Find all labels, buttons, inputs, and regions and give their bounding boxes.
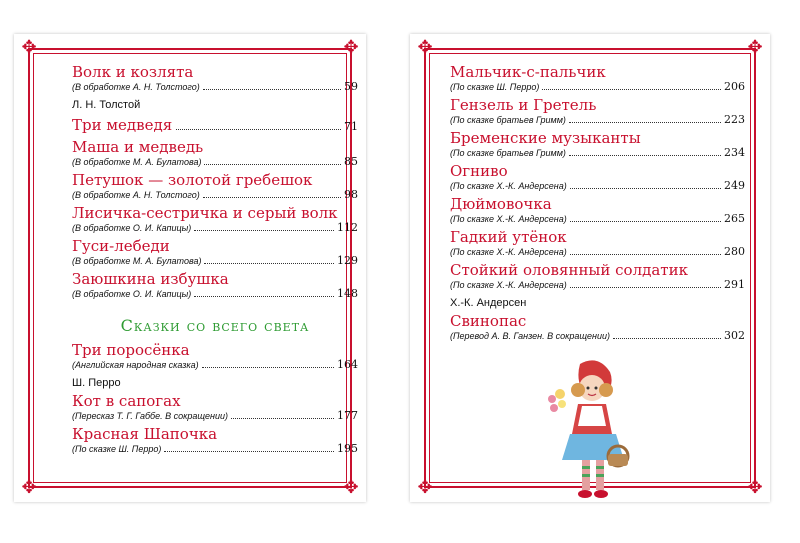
story-subtitle-row [450, 147, 745, 159]
story-title-row [72, 113, 358, 134]
page-number: 164 [337, 358, 358, 371]
story-subtitle-row [72, 255, 358, 267]
section-heading: Сказки со всего света [120, 316, 310, 335]
toc-entry [450, 261, 745, 291]
story-title: Мальчик-с-пальчик [450, 63, 606, 81]
page-number: 291 [724, 278, 745, 291]
story-title: Лисичка-сестричка и серый волк [72, 204, 338, 222]
author-name: Х.-К. Андерсен [450, 297, 527, 309]
story-title: Дюймовочка [450, 195, 552, 213]
story-subtitle-row [450, 279, 745, 291]
story-title: Свинопас [450, 312, 527, 330]
story-title: Бременские музыканты [450, 129, 641, 147]
story-subtitle-row [450, 81, 745, 93]
page-number: 234 [724, 146, 745, 159]
toc-entry [450, 162, 745, 192]
leader-dots [204, 164, 341, 165]
story-subtitle: (В обработке А. Н. Толстого) [72, 190, 200, 200]
page-number: 223 [724, 113, 745, 126]
page-number: 98 [344, 188, 358, 201]
page-number: 59 [344, 80, 358, 93]
story-title: Петушок — золотой гребешок [72, 171, 313, 189]
story-subtitle: (В обработке О. И. Капицы) [72, 289, 192, 299]
table-of-contents-left [72, 60, 358, 458]
toc-entry [72, 270, 358, 300]
story-subtitle: (По сказке Х.-К. Андерсена) [450, 247, 567, 257]
story-subtitle-row [72, 359, 358, 371]
story-title: Кот в сапогах [72, 392, 181, 410]
story-subtitle: (По сказке братьев Гримм) [450, 148, 566, 158]
author-name: Л. Н. Толстой [72, 99, 141, 111]
table-of-contents-right [450, 60, 745, 345]
story-subtitle-row [72, 443, 358, 455]
story-subtitle: (По сказке Х.-К. Андерсена) [450, 280, 567, 290]
story-title: Гуси-лебеди [72, 237, 170, 255]
toc-entry [450, 195, 745, 225]
toc-entry [450, 228, 745, 258]
toc-entry [72, 171, 358, 201]
toc-entry [72, 425, 358, 455]
leader-dots [570, 287, 721, 288]
ornament-icon: ✥ [747, 477, 763, 498]
toc-entry [72, 341, 358, 371]
story-subtitle: (В обработке М. А. Булатова) [72, 157, 202, 167]
story-subtitle-row [72, 222, 358, 234]
leader-dots [203, 89, 341, 90]
leader-dots [194, 296, 334, 297]
story-subtitle: (В обработке О. И. Капицы) [72, 223, 192, 233]
story-title: Маша и медведь [72, 138, 204, 156]
left-page [14, 34, 366, 502]
page-number: 302 [724, 329, 745, 342]
story-subtitle: (Пересказ Т. Г. Габбе. В сокращении) [72, 411, 228, 421]
story-title: Стойкий оловянный солдатик [450, 261, 688, 279]
story-subtitle: (Английская народная сказка) [72, 360, 199, 370]
leader-dots [569, 122, 721, 123]
page-number: 195 [337, 442, 358, 455]
story-title: Заюшкина избушка [72, 270, 229, 288]
author-name: Ш. Перро [72, 377, 121, 389]
ornament-icon: ✥ [747, 37, 763, 58]
toc-entry [72, 63, 358, 93]
ornament-icon: ✥ [417, 37, 433, 58]
story-subtitle-row [72, 288, 358, 300]
leader-dots [202, 367, 334, 368]
page-number: 265 [724, 212, 745, 225]
toc-entry [72, 204, 358, 234]
toc-entry [450, 129, 745, 159]
page-number: 85 [344, 155, 358, 168]
story-title: Гензель и Гретель [450, 96, 597, 114]
story-subtitle: (Перевод А. В. Ганзен. В сокращении) [450, 331, 611, 341]
story-title: Волк и козлята [72, 63, 194, 81]
leader-dots [203, 197, 341, 198]
leader-dots [164, 451, 334, 452]
toc-entry [72, 392, 358, 422]
ornament-icon: ✥ [343, 37, 359, 58]
story-subtitle: (По сказке Х.-К. Андерсена) [450, 181, 567, 191]
page-number: 129 [337, 254, 358, 267]
toc-entry [450, 312, 745, 342]
ornament-icon: ✥ [417, 477, 433, 498]
page-number: 71 [344, 120, 358, 133]
story-subtitle-row [450, 114, 745, 126]
leader-dots [194, 230, 334, 231]
page-number: 206 [724, 80, 745, 93]
story-subtitle: (По сказке Ш. Перро) [450, 82, 540, 92]
toc-entry [72, 237, 358, 267]
leader-dots [542, 89, 721, 90]
ornament-icon: ✥ [343, 477, 359, 498]
story-subtitle-row [450, 213, 745, 225]
right-page [410, 34, 770, 502]
story-subtitle-row [72, 410, 358, 422]
leader-dots [570, 221, 721, 222]
story-title: Три медведя [72, 116, 173, 134]
leader-dots [204, 263, 334, 264]
story-subtitle-row [72, 81, 358, 93]
story-subtitle-row [72, 156, 358, 168]
page-number: 112 [337, 221, 358, 234]
leader-dots [176, 129, 341, 130]
girl-with-basket-illustration [540, 354, 630, 504]
toc-entry [72, 113, 358, 134]
story-subtitle-row [72, 189, 358, 201]
story-subtitle: (В обработке А. Н. Толстого) [72, 82, 200, 92]
toc-entry [450, 96, 745, 126]
leader-dots [570, 188, 721, 189]
story-subtitle-row [450, 330, 745, 342]
toc-entry [72, 138, 358, 168]
story-subtitle: (По сказке Ш. Перро) [72, 444, 162, 454]
leader-dots [231, 418, 334, 419]
leader-dots [569, 155, 721, 156]
ornament-icon: ✥ [21, 477, 37, 498]
story-subtitle-row [450, 246, 745, 258]
story-title: Гадкий утёнок [450, 228, 567, 246]
story-title: Огниво [450, 162, 508, 180]
page-number: 148 [337, 287, 358, 300]
page-number: 177 [337, 409, 358, 422]
story-subtitle: (По сказке Х.-К. Андерсена) [450, 214, 567, 224]
story-title: Красная Шапочка [72, 425, 218, 443]
ornament-icon: ✥ [21, 37, 37, 58]
page-number: 249 [724, 179, 745, 192]
story-subtitle-row [450, 180, 745, 192]
leader-dots [570, 254, 721, 255]
story-title: Три поросёнка [72, 341, 190, 359]
page-number: 280 [724, 245, 745, 258]
story-subtitle: (В обработке М. А. Булатова) [72, 256, 202, 266]
leader-dots [613, 338, 721, 339]
story-subtitle: (По сказке братьев Гримм) [450, 115, 566, 125]
toc-entry [450, 63, 745, 93]
